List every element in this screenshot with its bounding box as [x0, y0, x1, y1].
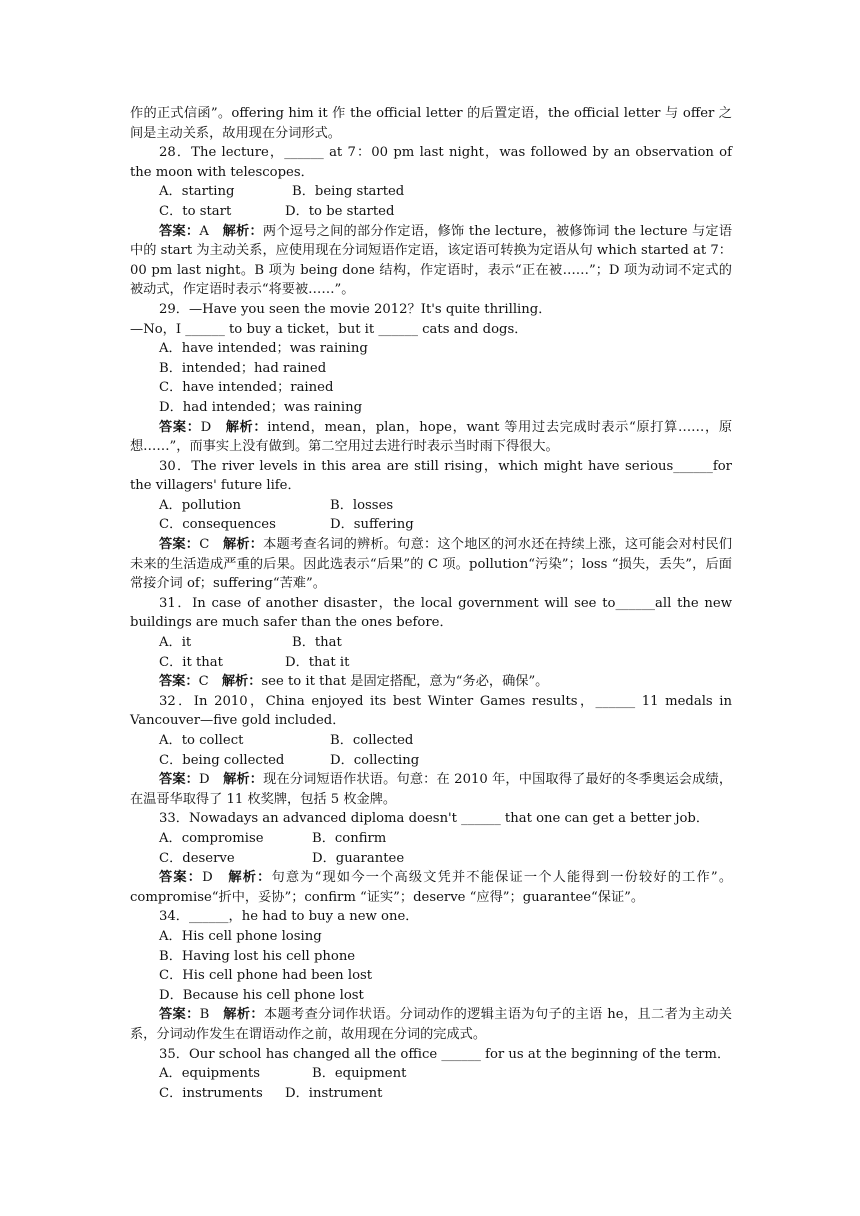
- option-d: D．that it: [285, 654, 350, 670]
- analysis-label: 解析：: [221, 674, 262, 690]
- analysis-label: 解析：: [225, 419, 268, 435]
- analysis-text: 现在分词短语作状语。句意：在 2010 年，中国取得了最好的冬季奥运会成绩，在温哥华取得了 11 枚奖牌，包括 5 枚金牌。: [130, 772, 733, 807]
- analysis-label: 解析：: [228, 870, 272, 886]
- answer-label: 答案：: [159, 772, 200, 788]
- analysis-label: 解析：: [222, 223, 263, 239]
- option-d: D．suffering: [330, 517, 414, 533]
- option-b: B．intended；had rained: [159, 360, 327, 376]
- option-c: C．being collected: [159, 752, 285, 768]
- option-c: C．to start: [159, 203, 232, 219]
- option-d: D．had intended；was raining: [159, 399, 363, 415]
- answer-block: [130, 535, 732, 594]
- option-a: A．compromise: [159, 830, 264, 846]
- option-b: B．that: [292, 635, 342, 651]
- question-stem: 30．The river levels in this area are still rising，which might have serious______for the villagers' future life．: [130, 458, 732, 494]
- options-row: [130, 751, 732, 771]
- option-b: B．confirm: [312, 830, 387, 846]
- option-c: C．deserve: [159, 850, 235, 866]
- analysis-text: 两个逗号之间的部分作定语，修饰 the lecture，被修饰词 the lecture 与定语中的 start 为主动关系，应使用现在分词短语作定语，该定语可转换为定语从句 which started at 7：00 pm last night。B 项为 being done 结构，作定语时，表示“正在被……”；D 项为动词不定式的被动式，作定语时表示“将要被……”。: [130, 223, 733, 298]
- option-c: C．instruments: [159, 1085, 263, 1101]
- option-a: A．have intended；was raining: [159, 341, 368, 357]
- option-a: A．equipments: [159, 1066, 260, 1082]
- options-row: [130, 1084, 732, 1104]
- answer-letter: B: [199, 1007, 210, 1023]
- answer-block: [130, 1005, 732, 1044]
- option-a: A．pollution: [159, 497, 241, 513]
- question-31: [130, 594, 732, 692]
- option-a: A．it: [159, 635, 192, 651]
- answer-block: [130, 770, 732, 809]
- answer-block: [130, 418, 732, 457]
- option-a: A．starting: [159, 184, 235, 200]
- options-row: [130, 731, 732, 751]
- option-b: B．collected: [330, 733, 414, 748]
- option-d: D．guarantee: [312, 850, 405, 866]
- answer-letter: A: [199, 223, 209, 239]
- question-stem: 34．______，he had to buy a new one．: [159, 909, 419, 925]
- option-d: D．to be started: [285, 203, 395, 219]
- analysis-text: see to it that 是固定搭配，意为“务必，确保”。: [261, 674, 549, 690]
- question-stem: 35．Our school has changed all the office ______ for us at the beginning of the term．: [159, 1046, 731, 1062]
- question-32: [130, 692, 732, 810]
- analysis-label: 解析：: [223, 1007, 264, 1023]
- answer-letter: D: [200, 419, 212, 435]
- answer-block: [130, 868, 732, 907]
- question-28: [130, 143, 732, 300]
- option-d: D．Because his cell phone lost: [159, 987, 364, 1003]
- answer-label: 答案：: [159, 537, 200, 553]
- question-stem: 32．In 2010，China enjoyed its best Winter Games results，______ 11 medals in Vancouver—five gold included．: [130, 693, 732, 729]
- analysis-text: 句意为“现如今一个高级文凭并不能保证一个人能得到一份较好的工作”。compromise“折中，妥协”；confirm “证实”；deserve “应得”；guarantee“保证”。: [130, 870, 733, 905]
- options-row: [130, 496, 732, 516]
- answer-letter: C: [199, 537, 210, 553]
- question-29: [130, 300, 732, 457]
- answer-letter: C: [198, 674, 209, 690]
- options-row: [130, 1064, 732, 1084]
- option-b: B．Having lost his cell phone: [159, 948, 356, 964]
- option-b: B．being started: [292, 184, 405, 200]
- question-stem: 29．—Have you seen the movie 2012？It's quite thrilling．: [159, 301, 552, 317]
- answer-letter: D: [199, 772, 210, 788]
- option-b: B．losses: [330, 497, 394, 513]
- analysis-label: 解析：: [222, 537, 264, 553]
- options-row: [130, 633, 732, 653]
- options-row: [130, 829, 732, 849]
- option-c: C．have intended；rained: [159, 380, 334, 396]
- question-34: [130, 907, 732, 1044]
- option-c: C．it that: [159, 654, 223, 670]
- answer-label: 答案：: [159, 419, 201, 435]
- analysis-text: 本题考查分词作状语。分词动作的逻辑主语为句子的主语 he，且二者为主动关系，分词动作发生在谓语动作之前，故用现在分词的完成式。: [130, 1007, 732, 1042]
- options-row: [130, 653, 732, 673]
- question-stem: 33．Nowadays an advanced diploma doesn't ______ that one can get a better job．: [159, 811, 710, 827]
- document-body: [130, 104, 732, 1103]
- analysis-label: 解析：: [223, 772, 264, 788]
- answer-letter: D: [202, 870, 213, 886]
- options-row: [130, 202, 732, 222]
- options-row: [130, 182, 732, 202]
- question-35: [130, 1045, 732, 1104]
- analysis-text: intend，mean，plan，hope，want 等用过去完成时表示“原打算……，原想……”，而事实上没有做到。第二空用过去进行时表示当时雨下得很大。: [130, 419, 733, 455]
- answer-label: 答案：: [159, 1007, 200, 1023]
- answer-label: 答案：: [159, 674, 199, 690]
- answer-label: 答案：: [159, 870, 203, 886]
- option-a: A．His cell phone losing: [159, 928, 322, 944]
- options-row: [130, 849, 732, 869]
- answer-label: 答案：: [159, 223, 200, 239]
- option-d: D．collecting: [330, 752, 420, 768]
- analysis-text: 本题考查名词的辨析。句意：这个地区的河水还在持续上涨，这可能会对村民们未来的生活造成严重的后果。因此选表示“后果”的 C 项。pollution“污染”；loss “损失，丢失”，后面常接介词 of；suffering“苦难”。: [130, 537, 733, 592]
- answer-block: [130, 672, 732, 692]
- option-c: C．consequences: [159, 517, 276, 533]
- intro-paragraph: 作的正式信函”。offering him it 作 the official letter 的后置定语，the official letter 与 offer 之间是主动关系，故用现在分词形式。: [130, 106, 732, 141]
- option-b: B．equipment: [312, 1066, 407, 1082]
- question-30: [130, 457, 732, 594]
- option-a: A．to collect: [159, 733, 244, 748]
- options-row: [130, 515, 732, 535]
- option-c: C．His cell phone had been lost: [159, 968, 373, 984]
- answer-block: [130, 222, 732, 300]
- question-stem-line-2: —No，I ______ to buy a ticket，but it ______ cats and dogs．: [130, 321, 528, 337]
- question-stem: 28．The lecture，______ at 7：00 pm last night，was followed by an observation of the moon with telescopes．: [130, 145, 732, 180]
- option-d: D．instrument: [285, 1085, 383, 1101]
- question-33: [130, 809, 732, 907]
- question-stem: 31．In case of another disaster，the local government will see to______all the new buildings are much safer than the ones before．: [130, 595, 732, 631]
